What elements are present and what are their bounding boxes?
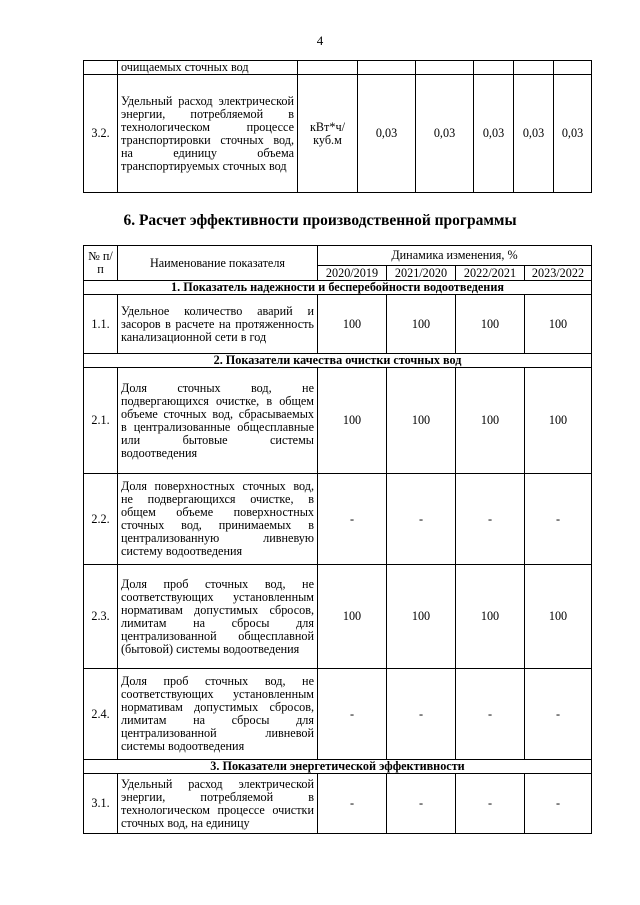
section-row [84, 760, 592, 774]
row-number: 2.2. [84, 474, 118, 565]
header-num: № п/п [84, 246, 118, 281]
table-row [84, 75, 592, 193]
value-cell: - [318, 774, 387, 834]
value-cell: - [318, 474, 387, 565]
value-cell: - [525, 474, 592, 565]
row-number: 3.1. [84, 774, 118, 834]
row-number: 2.3. [84, 565, 118, 669]
value-cell: 0,03 [358, 75, 416, 193]
value-cell: 100 [387, 368, 456, 474]
year-header: 2020/2019 [318, 266, 387, 281]
value-cell: 100 [387, 295, 456, 354]
value-cell: 100 [525, 368, 592, 474]
value-cell: - [387, 774, 456, 834]
value-cell: 100 [318, 368, 387, 474]
year-header: 2023/2022 [525, 266, 592, 281]
indicator-name: Удельный расход электрической энергии, потребляемой в технологическом процессе транспортировки сточных вод, на единицу объема транспортируемых сточных вод [118, 75, 298, 193]
efficiency-table [83, 245, 592, 834]
value-cell: 100 [318, 295, 387, 354]
indicator-name: Удельный расход электрической энергии, потребляемой в технологическом процессе очистки сточных вод, на единицу [118, 774, 318, 834]
value-cell: 100 [456, 368, 525, 474]
indicator-name: Доля проб сточных вод, не соответствующих установленным нормативам допустимых сбросов, лимитам на сбросы для централизованной общесплавной (бытовой) системы водоотведения [118, 565, 318, 669]
continued-indicators-table [83, 60, 592, 193]
page-number: 4 [316, 33, 324, 48]
value-cell: 100 [456, 565, 525, 669]
row-number: 2.1. [84, 368, 118, 474]
unit: кВт*ч/ куб.м [298, 75, 358, 193]
section-row [84, 354, 592, 368]
value-cell: 100 [525, 565, 592, 669]
value-cell: 100 [318, 565, 387, 669]
value-cell: - [318, 669, 387, 760]
section-title: 3. Показатели энергетической эффективности [84, 760, 592, 774]
indicator-name: Доля поверхностных сточных вод, не подвергающихся очистке, в общем объеме поверхностных сточных вод, принимаемых в централизованную ливневую систему водоотведения [118, 474, 318, 565]
header-row [84, 246, 592, 266]
section-title: 2. Показатели качества очистки сточных вод [84, 354, 592, 368]
table-row [84, 368, 592, 474]
table-row [84, 774, 592, 834]
section-title: 1. Показатель надежности и бесперебойности водоотведения [84, 281, 592, 295]
year-header: 2021/2020 [387, 266, 456, 281]
table-row [84, 565, 592, 669]
value-cell: 0,03 [514, 75, 554, 193]
header-name: Наименование показателя [118, 246, 318, 281]
row-number: 3.2. [84, 75, 118, 193]
value-cell: - [525, 774, 592, 834]
value-cell: 0,03 [554, 75, 592, 193]
continued-text: очищаемых сточных вод [118, 61, 298, 75]
value-cell: 0,03 [416, 75, 474, 193]
table-row [84, 474, 592, 565]
indicator-name: Удельное количество аварий и засоров в расчете на протяженность канализационной сети в год [118, 295, 318, 354]
value-cell: - [456, 774, 525, 834]
section-heading: 6. Расчет эффективности производственной программы [123, 212, 517, 229]
value-cell: 0,03 [474, 75, 514, 193]
value-cell: - [525, 669, 592, 760]
table-row [84, 669, 592, 760]
section-row [84, 281, 592, 295]
value-cell: 100 [387, 565, 456, 669]
header-dynamics: Динамика изменения, % [318, 246, 592, 266]
row-number: 1.1. [84, 295, 118, 354]
continued-row [84, 61, 592, 75]
year-header: 2022/2021 [456, 266, 525, 281]
value-cell: 100 [456, 295, 525, 354]
value-cell: - [456, 669, 525, 760]
value-cell: 100 [525, 295, 592, 354]
row-number: 2.4. [84, 669, 118, 760]
value-cell: - [456, 474, 525, 565]
value-cell: - [387, 474, 456, 565]
value-cell: - [387, 669, 456, 760]
indicator-name: Доля проб сточных вод, не соответствующих установленным нормативам допустимых сбросов, лимитам на сбросы для централизованной ливневой системы водоотведения [118, 669, 318, 760]
table-row [84, 295, 592, 354]
indicator-name: Доля сточных вод, не подвергающихся очистке, в общем объеме сточных вод, сбрасываемых в централизованные общесплавные или бытовые системы водоотведения [118, 368, 318, 474]
